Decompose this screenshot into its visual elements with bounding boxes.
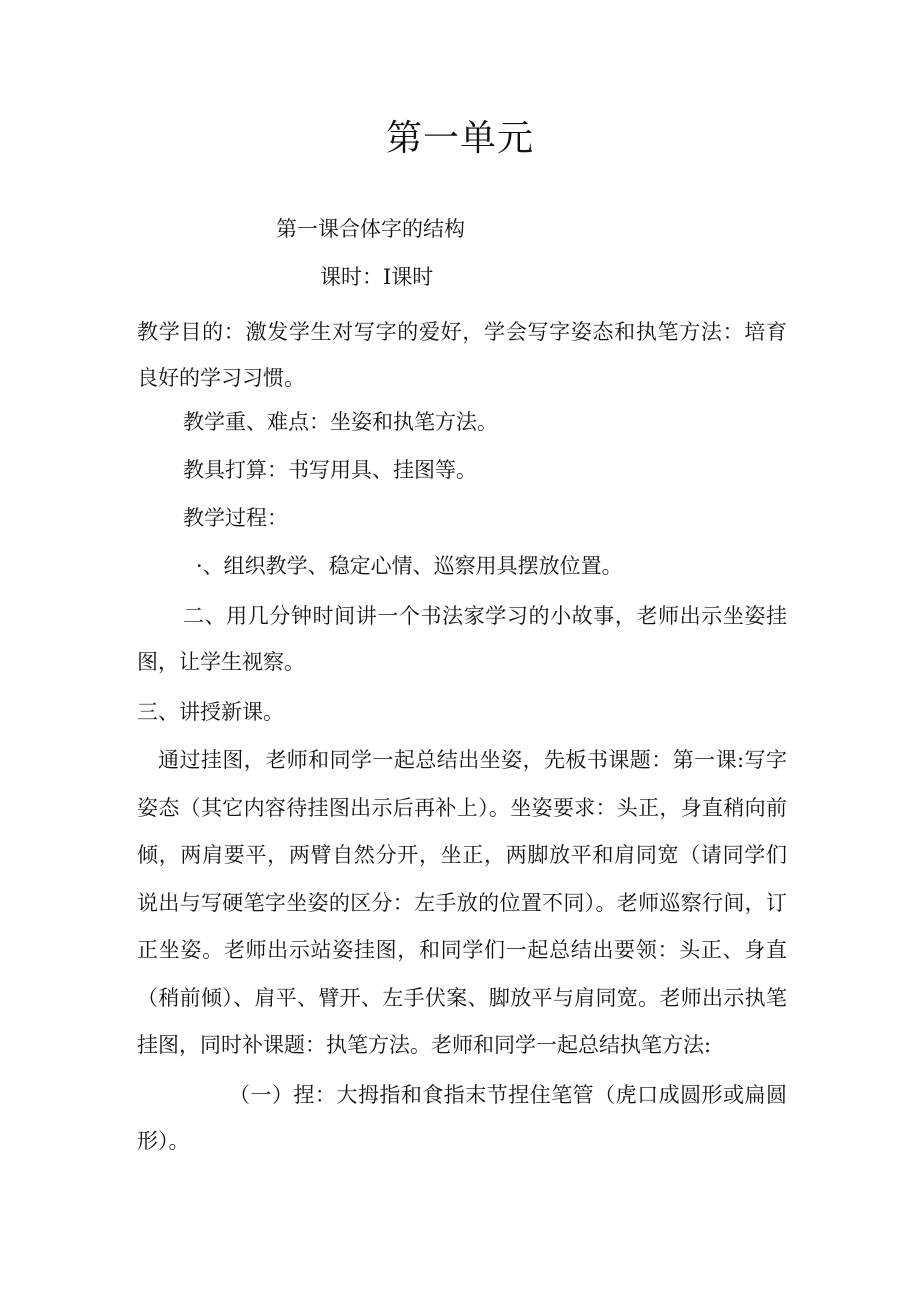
process-step-three: 三、讲授新课。	[137, 700, 284, 724]
unit-title: 第一单元	[385, 118, 534, 159]
process-step-two: 二、用几分钟时间讲一个书法家学习的小故事，老师出示坐姿挂图，让学生视察。	[137, 604, 787, 674]
lesson-time: 课时：I课时	[320, 265, 434, 289]
process-heading: 教学过程：	[183, 506, 288, 530]
body-paragraph: 通过挂图，老师和同学一起总结出坐姿，先板书课题：第一课:写字姿态（其它内容待挂图出示后再补上）。坐姿要求：头正，身直稍向前倾，两肩要平，两臂自然分开，坐正，两脚放平和肩同宽（请同学们说出与写硬笔字坐姿的区分：左手放的位置不同）。老师巡察行间，订正坐姿。老师出示站姿挂图，和同学们一起总结出要领：头正、身直（稍前倾）、肩平、臂开、左手伏案、脚放平与肩同宽。老师出示执笔挂图，同时补课题：执笔方法。老师和同学一起总结执笔方法:	[137, 748, 787, 1057]
teaching-objective: 教学目的：激发学生对写字的爱好，学会写字姿态和执笔方法：培育良好的学习习惯。	[137, 320, 787, 390]
process-step-one: ·、组织教学、稳定心情、巡察用具摆放位置。	[196, 554, 623, 578]
key-points: 教学重、难点：坐姿和执笔方法。	[183, 410, 498, 434]
lesson-title: 第一课合体字的结构	[276, 217, 465, 241]
pinch-item: （一）捏：大拇指和食指末节捏住笔管（虎口成圆形或扁圆形）。	[137, 1083, 787, 1153]
teaching-materials: 教具打算：书写用具、挂图等。	[183, 458, 477, 482]
